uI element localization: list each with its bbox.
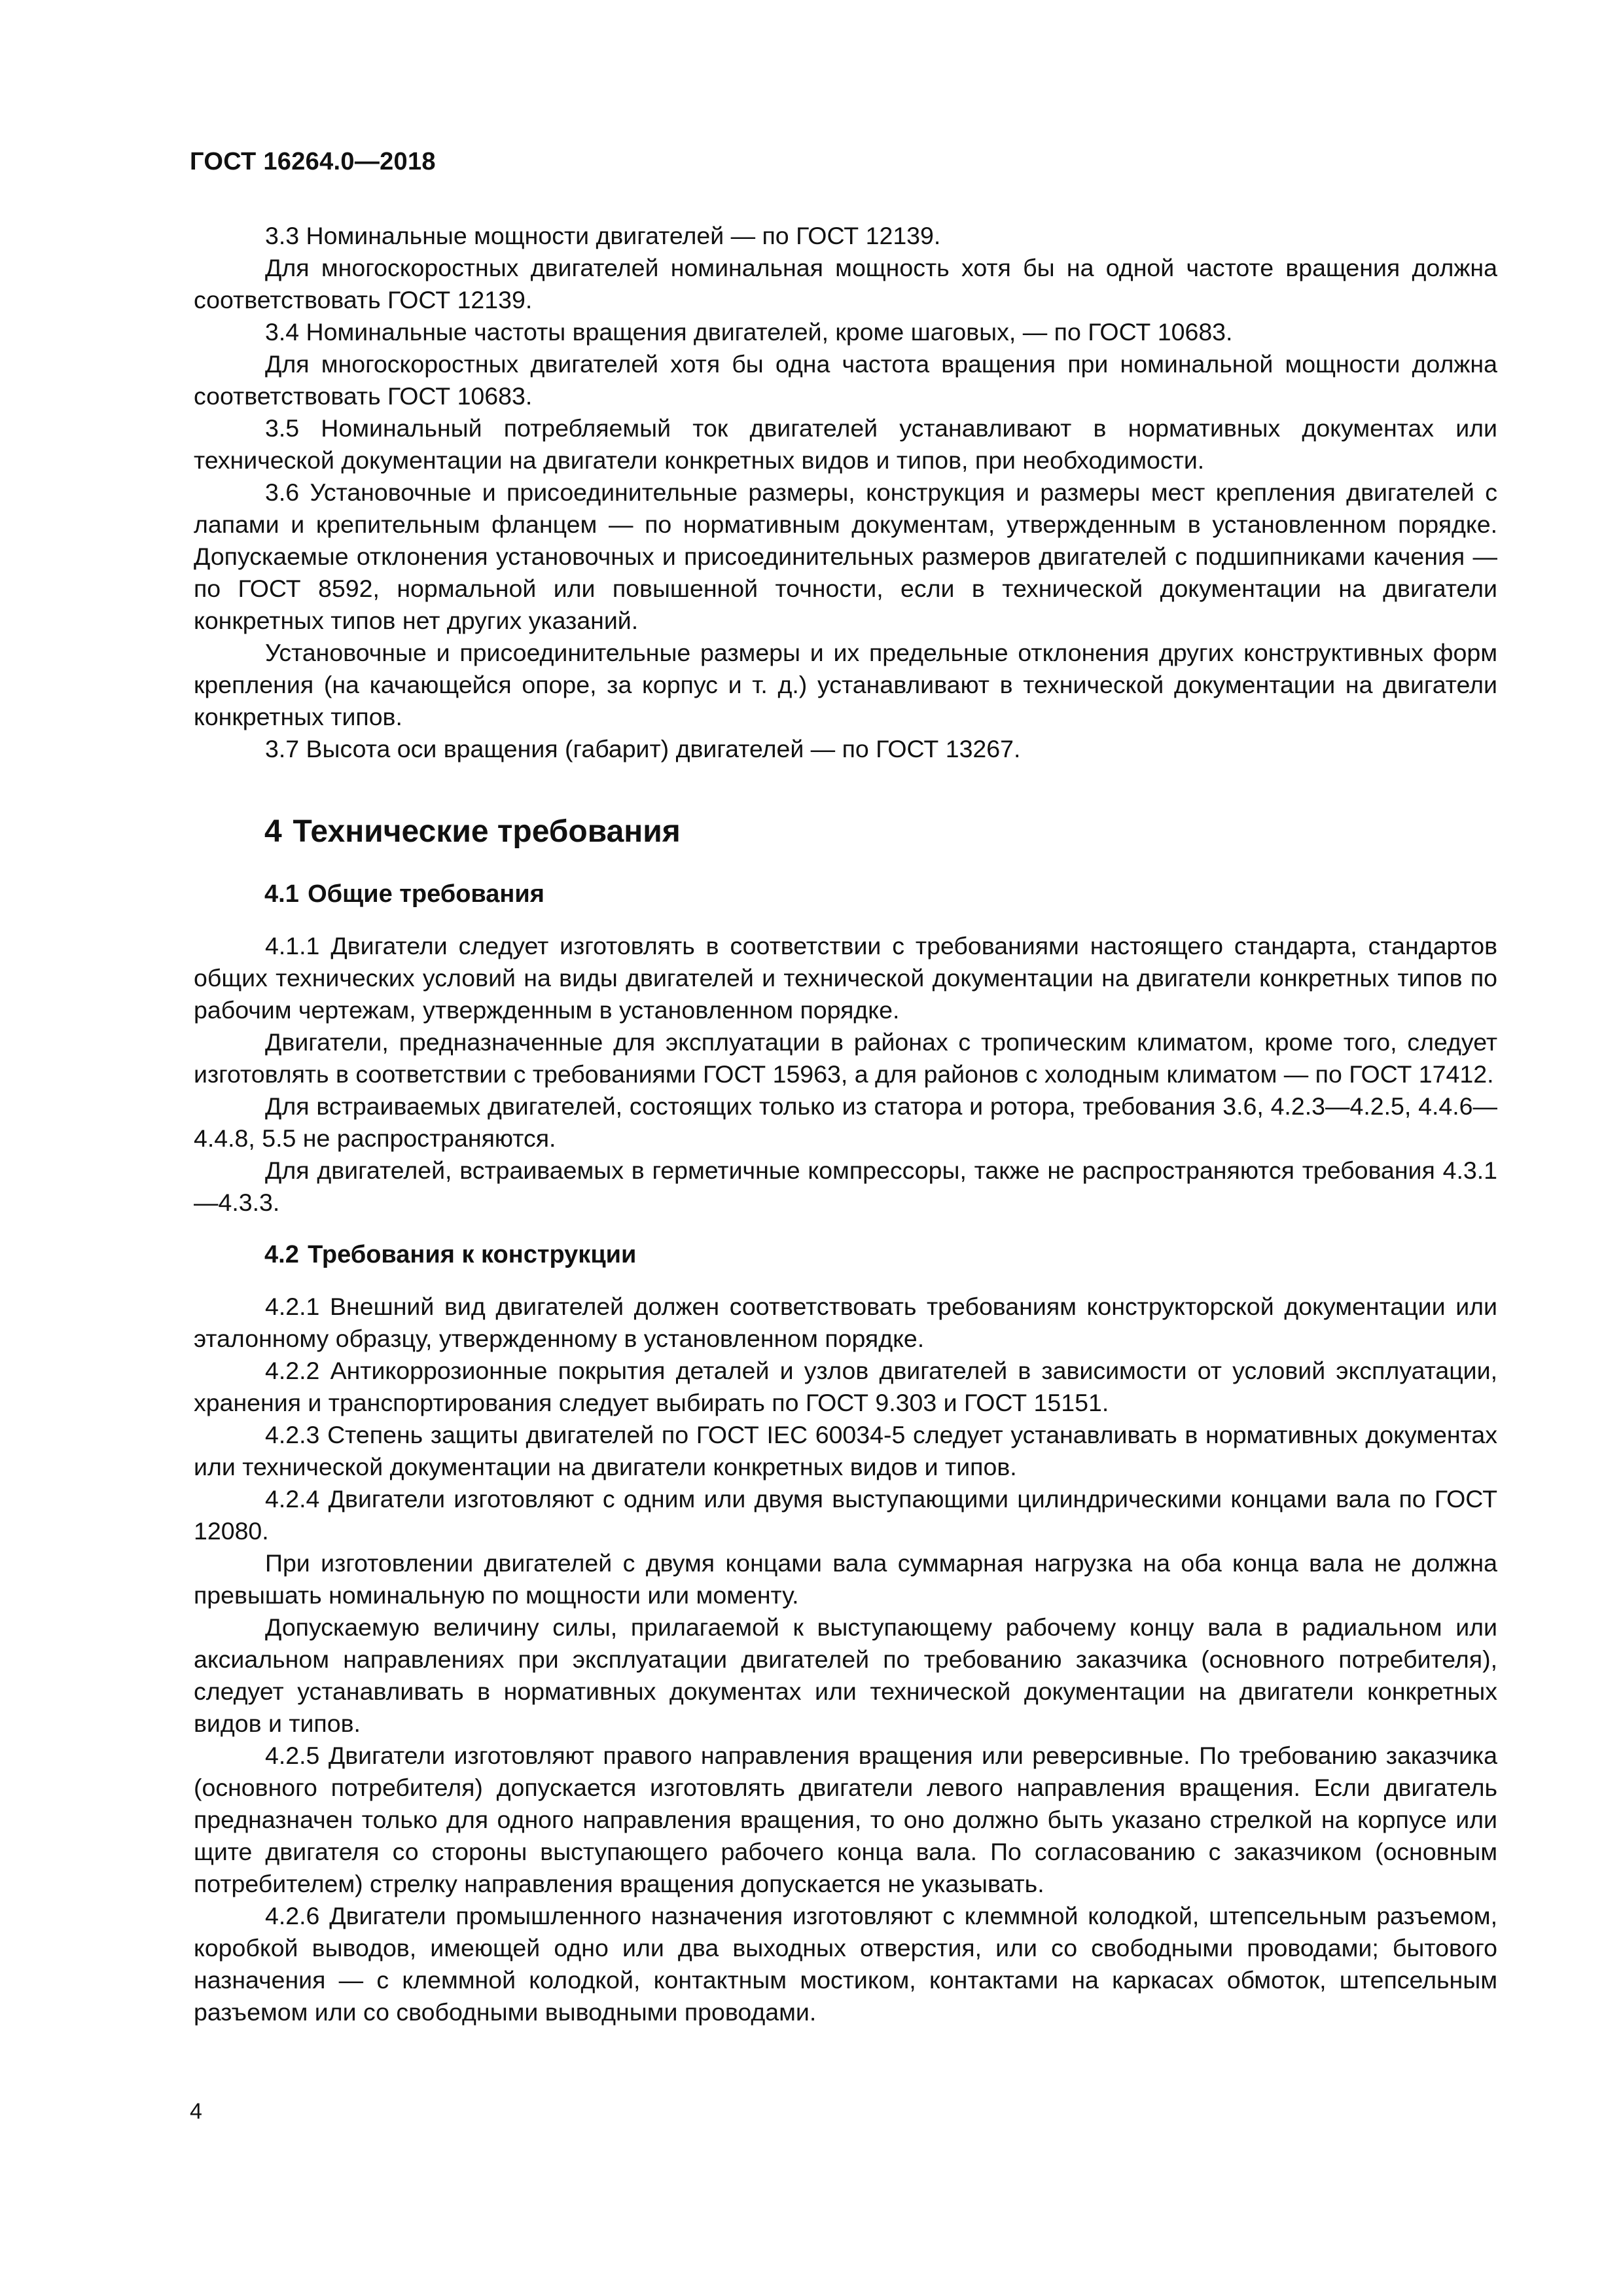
section-4-heading [194,812,1497,852]
document-header: ГОСТ 16264.0—2018 [190,148,436,175]
paragraph-4-2-4-force: Допускаемую величину силы, прилагаемой к выступающему рабочему концу вала в радиальном или аксиальном направлениях при эксплуатации двигателей по требованию заказчика (основного потребителя), следует устанавливать в нормативных документах или технической документации на двигатели конкретных видов и типов. [194,1613,1497,1737]
section-4-title: Технические требования [293,814,681,849]
paragraph-4-1-1-embedded: Для встраиваемых двигателей, состоящих только из статора и ротора, требования 3.6, 4.2.3—4.2.5, 4.4.6—4.4.8, 5.5 не распространяются. [194,1092,1497,1152]
paragraph-4-1-1-tropical: Двигатели, предназначенные для эксплуатации в районах с тропическим климатом, кроме того, следует изготовлять в соответствии с требованиями ГОСТ 15963, а для районов с холодным климатом — по ГОСТ 17412. [194,1028,1497,1088]
paragraph-4-2-4: 4.2.4 Двигатели изготовляют с одним или двумя выступающими цилиндрическими концами вала по ГОСТ 12080. [194,1485,1497,1545]
paragraph-3-4: 3.4 Номинальные частоты вращения двигателей, кроме шаговых, — по ГОСТ 10683. [265,318,1233,346]
section-4-number: 4 [264,814,282,849]
section-4-1-heading [194,878,1497,910]
page-number: 4 [190,2099,202,2124]
section-4-1-title: Общие требования [308,880,544,908]
paragraph-3-3-note: Для многоскоростных двигателей номинальная мощность хотя бы на одной частоте вращения должна соответствовать ГОСТ 12139. [194,254,1497,314]
document-body [194,220,1497,2028]
section-4-2-title: Требования к конструкции [308,1241,637,1268]
paragraph-4-2-3: 4.2.3 Степень защиты двигателей по ГОСТ IEC 60034-5 следует устанавливать в нормативных документах или технической документации на двигатели конкретных видов и типов. [194,1421,1497,1480]
paragraph-4-2-6: 4.2.6 Двигатели промышленного назначения изготовляют с клеммной колодкой, штепсельным разъемом, коробкой выводов, имеющей одно или два выходных отверстия, или со свободными проводами; бытового назначения — с клеммной колодкой, контактным мостиком, контактами на каркасах обмоток, штепсельным разъемом или со свободными выводными проводами. [194,1902,1497,2026]
section-4-1-number: 4.1 [264,880,299,908]
paragraph-4-2-5: 4.2.5 Двигатели изготовляют правого направления вращения или реверсивные. По требованию заказчика (основного потребителя) допускается изготовлять двигатели левого направления вращения. Если двигатель предназначен только для одного направления вращения, то оно должно быть указано стрелкой на корпусе или щите двигателя со стороны выступающего рабочего конца вала. По согласованию с заказчиком (основным потребителем) стрелку направления вращения допускается не указывать. [194,1742,1497,1897]
paragraph-4-2-2: 4.2.2 Антикоррозионные покрытия деталей и узлов двигателей в зависимости от условий эксплуатации, хранения и транспортирования следует выбирать по ГОСТ 9.303 и ГОСТ 15151. [194,1357,1497,1416]
section-4-2-heading [194,1238,1497,1271]
paragraph-4-2-4-load: При изготовлении двигателей с двумя концами вала суммарная нагрузка на оба конца вала не должна превышать номинальную по мощности или моменту. [194,1549,1497,1609]
paragraph-3-6-note: Установочные и присоединительные размеры и их предельные отклонения других конструктивных форм крепления (на качающейся опоре, за корпус и т. д.) устанавливают в технической документации на двигатели конкретных типов. [194,639,1497,730]
paragraph-4-2-1: 4.2.1 Внешний вид двигателей должен соответствовать требованиям конструкторской документации или эталонному образцу, утвержденному в установленном порядке. [194,1293,1497,1352]
paragraph-4-1-1: 4.1.1 Двигатели следует изготовлять в соответствии с требованиями настоящего стандарта, стандартов общих технических условий на виды двигателей и технической документации на двигатели конкретных типов по рабочим чертежам, утвержденным в установленном порядке. [194,932,1497,1024]
paragraph-3-5: 3.5 Номинальный потребляемый ток двигателей устанавливают в нормативных документах или технической документации на двигатели конкретных видов и типов, при необходимости. [194,414,1497,474]
paragraph-3-6: 3.6 Установочные и присоединительные размеры, конструкция и размеры мест крепления двигателей с лапами и крепительным фланцем — по нормативным документам, утвержденным в установленном порядке. Допускаемые отклонения установочных и присоединительных размеров двигателей с подшипниками качения — по ГОСТ 8592, нормальной или повышенной точности, если в технической документации на двигатели конкретных типов нет других указаний. [194,478,1497,634]
paragraph-3-7: 3.7 Высота оси вращения (габарит) двигателей — по ГОСТ 13267. [265,735,1021,762]
paragraph-4-1-1-compressors: Для двигателей, встраиваемых в герметичные компрессоры, также не распространяются требования 4.3.1—4.3.3. [194,1157,1497,1216]
paragraph-3-3: 3.3 Номинальные мощности двигателей — по ГОСТ 12139. [265,222,941,249]
paragraph-3-4-note: Для многоскоростных двигателей хотя бы одна частота вращения при номинальной мощности должна соответствовать ГОСТ 10683. [194,350,1497,410]
section-4-2-number: 4.2 [264,1241,299,1268]
